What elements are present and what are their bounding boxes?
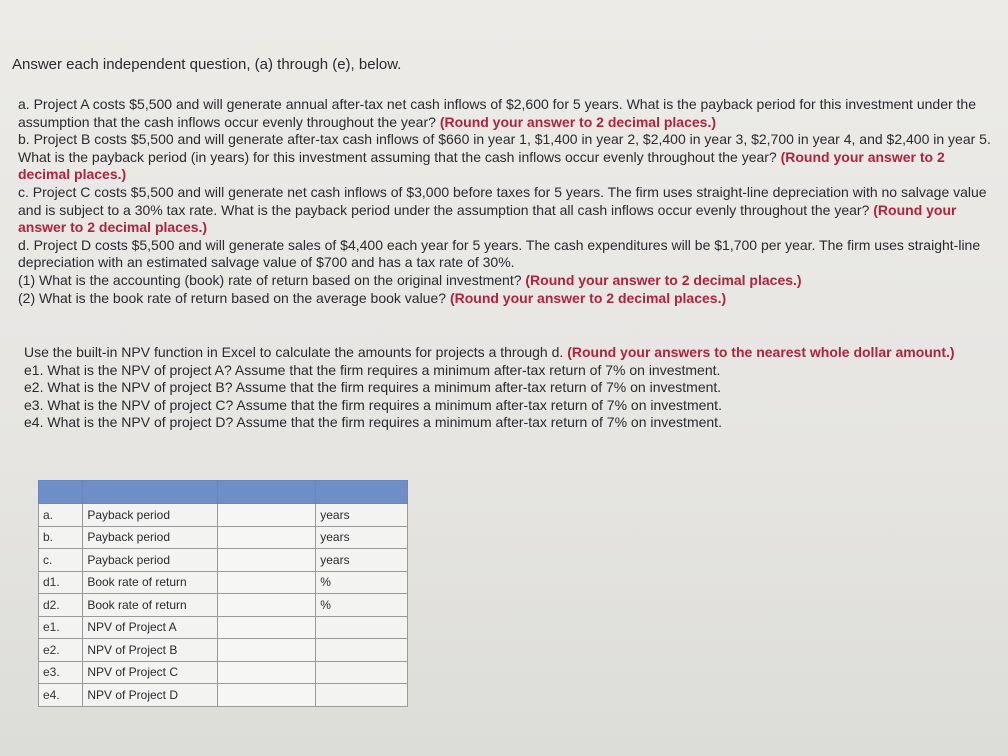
excel-block (24, 344, 984, 432)
row-description: Payback period (83, 504, 218, 527)
answer-table-header (39, 481, 408, 504)
row-label: a. (39, 504, 83, 527)
question-e3: e3. What is the NPV of project C? Assume that the firm requires a minimum after-tax return of 7% on investment. (24, 396, 722, 413)
excel-instruction-text: Use the built-in NPV function in Excel to calculate the amounts for projects a through d. (24, 344, 564, 360)
header-cell (218, 481, 316, 504)
table-row (39, 571, 408, 594)
row-label: b. (39, 526, 83, 549)
header-cell (39, 481, 83, 504)
question-d1-text: (1) What is the accounting (book) rate of return based on the original investment? (18, 271, 522, 288)
row-label: d2. (39, 594, 83, 617)
questions-block (18, 96, 993, 307)
row-label: e1. (39, 616, 83, 639)
row-description: NPV of Project D (83, 684, 218, 707)
row-description: NPV of Project C (83, 661, 218, 684)
answer-input-a[interactable] (218, 504, 316, 527)
answer-input-e2[interactable] (218, 639, 316, 662)
table-row (39, 594, 408, 617)
row-unit (316, 684, 408, 707)
row-label: e2. (39, 639, 83, 662)
row-description: NPV of Project A (83, 616, 218, 639)
table-row (39, 549, 408, 572)
answer-input-b[interactable] (218, 526, 316, 549)
row-description: Payback period (83, 549, 218, 572)
answer-input-e4[interactable] (218, 684, 316, 707)
row-description: Book rate of return (83, 571, 218, 594)
table-row (39, 616, 408, 639)
row-unit: years (316, 526, 408, 549)
row-label: d1. (39, 571, 83, 594)
question-d1-note: (Round your answer to 2 decimal places.) (525, 271, 802, 288)
question-b-note: (Round your answer to 2 decimal places.) (18, 148, 945, 183)
question-e2: e2. What is the NPV of project B? Assume that the firm requires a minimum after-tax return of 7% on investment. (24, 379, 722, 396)
row-label: e3. (39, 661, 83, 684)
table-row (39, 661, 408, 684)
question-d2-text: (2) What is the book rate of return based on the average book value? (18, 289, 447, 306)
question-d (18, 237, 993, 272)
row-unit: % (316, 594, 408, 617)
question-c-note: (Round your answer to 2 decimal places.) (18, 201, 957, 236)
row-unit: years (316, 504, 408, 527)
question-a-text: a. Project A costs $5,500 and will generate annual after-tax net cash inflows of $2,600 for 5 years. What is the payback period for this investment under the assumption that the cash inflows occur evenly throughout the year? (18, 96, 976, 130)
intro-text: Answer each independent question, (a) through (e), below. (12, 56, 402, 73)
row-unit (316, 661, 408, 684)
excel-instruction (24, 344, 984, 362)
question-d2-note: (Round your answer to 2 decimal places.) (449, 289, 727, 306)
question-c-text: c. Project C costs $5,500 and will generate net cash inflows of $3,000 before taxes for 5 years. The firm uses straight-line depreciation with no salvage value and is subject to a 30% tax rate. What is the payback period under the assumption that all cash inflows occur evenly throughout the year? (18, 183, 987, 218)
row-unit: % (316, 571, 408, 594)
row-unit (316, 616, 408, 639)
table-row (39, 504, 408, 527)
row-unit (316, 639, 408, 662)
question-b (18, 131, 993, 184)
question-e4: e4. What is the NPV of project D? Assume that the firm requires a minimum after-tax return of 7% on investment. (24, 414, 722, 431)
answer-input-e1[interactable] (218, 616, 316, 639)
question-d1 (18, 272, 993, 290)
table-row (39, 526, 408, 549)
question-d2 (18, 290, 993, 308)
row-description: Payback period (83, 526, 218, 549)
row-unit: years (316, 549, 408, 572)
excel-instruction-note: (Round your answers to the nearest whole dollar amount.) (567, 344, 955, 360)
row-label: e4. (39, 684, 83, 707)
row-description: Book rate of return (83, 594, 218, 617)
question-a (18, 96, 993, 131)
question-c (18, 184, 993, 237)
question-a-note: (Round your answer to 2 decimal places.) (439, 113, 716, 130)
answer-input-d2[interactable] (218, 594, 316, 617)
table-row (39, 684, 408, 707)
answer-table (38, 480, 408, 707)
question-d-text: d. Project D costs $5,500 and will generate sales of $4,400 each year for 5 years. The cash expenditures will be $1,700 per year. The firm uses straight-line depreciation with an estimated salvage value of $700 and has a tax rate of 30%. (18, 236, 981, 271)
question-b-text: b. Project B costs $5,500 and will generate after-tax cash inflows of $660 in year 1, $1,400 in year 2, $2,400 in year 3, $2,700 in year 4, and $2,400 in year 5. What is the payback period (in years) for this investment assuming that the cash inflows occur evenly throughout the year? (18, 131, 991, 165)
header-cell (83, 481, 218, 504)
row-description: NPV of Project B (83, 639, 218, 662)
table-row (39, 639, 408, 662)
header-cell (316, 481, 408, 504)
answer-input-e3[interactable] (218, 661, 316, 684)
answer-input-d1[interactable] (218, 571, 316, 594)
question-e1: e1. What is the NPV of project A? Assume that the firm requires a minimum after-tax return of 7% on investment. (24, 361, 721, 378)
row-label: c. (39, 549, 83, 572)
answer-input-c[interactable] (218, 549, 316, 572)
